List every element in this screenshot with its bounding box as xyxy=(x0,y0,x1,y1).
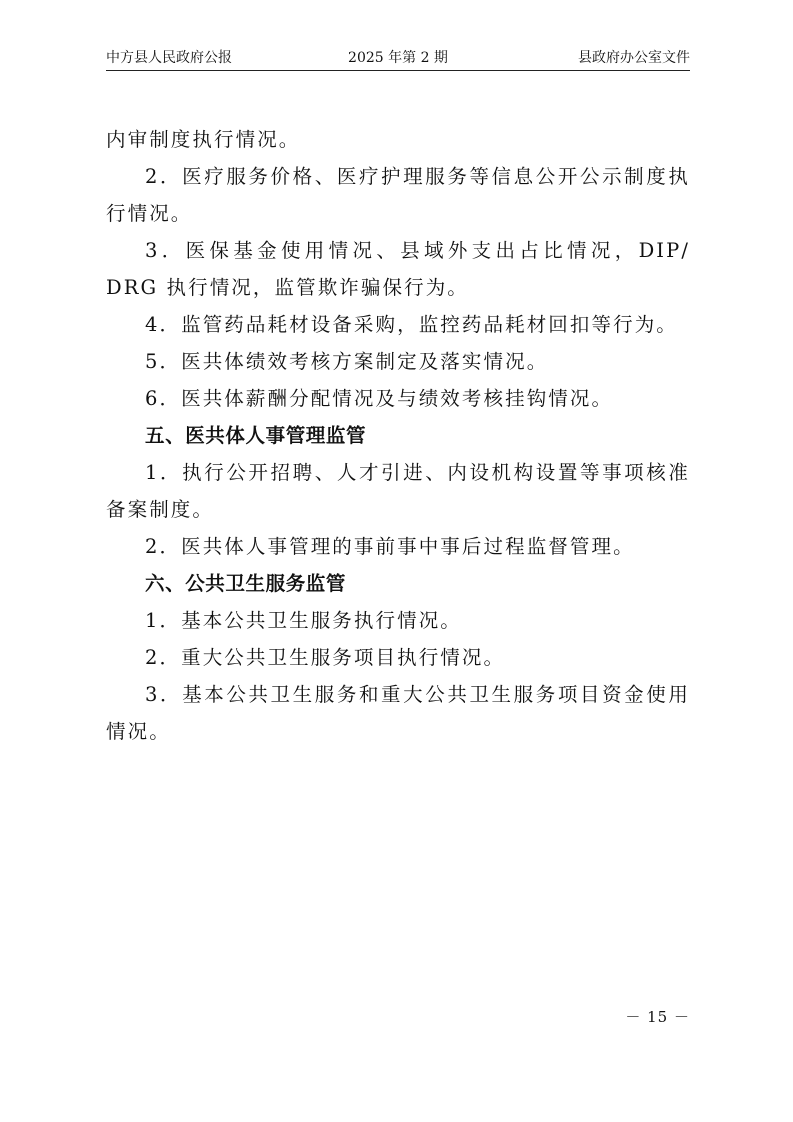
paragraph-item-3: 3．医保基金使用情况、县域外支出占比情况，DIP/ DRG 执行情况，监管欺诈骗保行为。 xyxy=(106,239,690,299)
paragraph-ph-1: 1．基本公共卫生服务执行情况。 xyxy=(145,609,462,632)
header-section: 县政府办公室文件 xyxy=(578,50,690,66)
paragraph-item-4: 4．监管药品耗材设备采购，监控药品耗材回扣等行为。 xyxy=(145,313,678,336)
header-publication-name: 中方县人民政府公报 xyxy=(106,50,232,66)
paragraph-ph-2: 2．重大公共卫生服务项目执行情况。 xyxy=(145,646,506,669)
paragraph-item-5: 5．医共体绩效考核方案制定及落实情况。 xyxy=(145,350,549,373)
section-heading-5: 五、医共体人事管理监管 xyxy=(145,424,367,447)
paragraph-item-6: 6．医共体薪酬分配情况及与绩效考核挂钩情况。 xyxy=(145,387,614,410)
paragraph-ph-3: 3．基本公共卫生服务和重大公共卫生服务项目资金使用情况。 xyxy=(106,683,690,743)
document-body xyxy=(106,121,690,750)
section-heading-6: 六、公共卫生服务监管 xyxy=(145,572,347,595)
page-number: － 15 － xyxy=(625,1008,690,1026)
paragraph-item-2: 2．医疗服务价格、医疗护理服务等信息公开公示制度执行情况。 xyxy=(106,165,690,225)
header-issue: 2025 年第 2 期 xyxy=(348,50,448,66)
page-header xyxy=(106,46,690,70)
paragraph-continuation: 内审制度执行情况。 xyxy=(106,128,301,151)
paragraph-hr-1: 1．执行公开招聘、人才引进、内设机构设置等事项核准备案制度。 xyxy=(106,461,690,521)
paragraph-hr-2: 2．医共体人事管理的事前事中事后过程监督管理。 xyxy=(145,535,635,558)
header-rule xyxy=(106,70,690,71)
